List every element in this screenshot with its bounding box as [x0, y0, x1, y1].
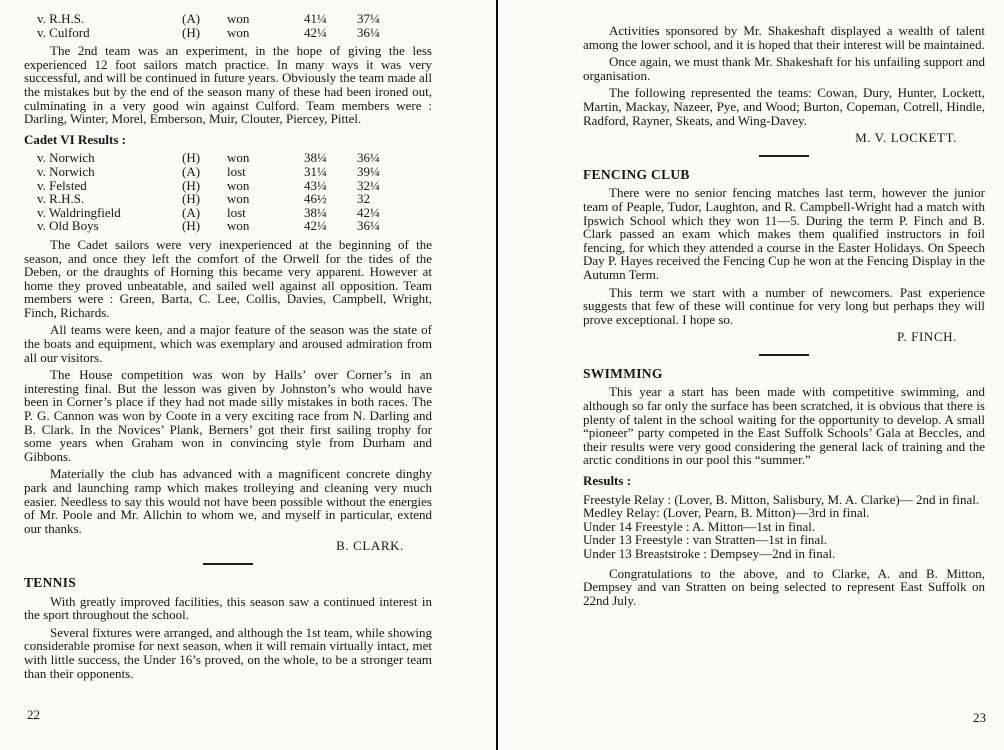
opponent-cell: v. Norwich	[37, 150, 95, 166]
venue-cell: (H)	[182, 24, 201, 40]
opponent-cell: v. R.H.S.	[37, 191, 85, 207]
paragraph: This term we start with a number of newcomers. Past experience suggests that few of these will continue for very long but perhaps they will prove exceptional. I hope so.	[583, 284, 985, 327]
score-for-cell: 38¼	[304, 204, 327, 220]
author-signature: M. V. LOCKETT.	[855, 130, 957, 146]
result-entry: Medley Relay: (Lover, Pearn, B. Mitton)—3rd in final.	[583, 505, 870, 521]
venue-cell: (H)	[182, 150, 201, 166]
opponent-cell: v. Old Boys	[37, 218, 99, 234]
venue-cell: (A)	[182, 11, 201, 26]
paragraph: The 2nd team was an experiment, in the hope of giving the less experienced 12 foot sailors match practice. In many ways it was very successful, and will be continued in future years. Obviously the team made all the mistakes but by the end of the season many of these had been ironed out, culminating in a very good win against Culford. Team members were : Darling, Winter, Morel, Emberson, Muir, Clouter, Piercey, Pittel.	[24, 43, 432, 127]
outcome-cell: lost	[227, 163, 246, 179]
table-row	[24, 26, 432, 40]
outcome-cell: lost	[227, 204, 246, 220]
paragraph: Congratulations to the above, and to Clarke, A. and B. Mitton, Dempsey and van Stratten on being selected to represent East Suffolk on 22nd July.	[583, 565, 985, 608]
tennis-section-heading: TENNIS	[24, 574, 77, 590]
score-for-cell: 43¼	[304, 177, 327, 193]
score-against-cell: 42¼	[357, 204, 380, 220]
page-gutter-divider	[496, 0, 498, 750]
score-against-cell: 39¼	[357, 163, 380, 179]
result-entry: Under 14 Freestyle : A. Mitton—1st in final.	[583, 518, 816, 534]
score-against-cell: 32	[357, 191, 370, 207]
outcome-cell: won	[227, 11, 250, 26]
paragraph: Materially the club has advanced with a magnificent concrete dinghy park and launching ramp which makes trolleying and cleaning very much easier. Needless to say this would not have been possible without the energies of Mr. Poole and Mr. Allchin to whom we, and myself in particular, extend our thanks.	[24, 466, 432, 536]
paragraph: Several fixtures were arranged, and although the 1st team, while showing considerable promise for next season, when it will remain virtually intact, met with little success, the Under 16’s proved, on the whole, to be a stronger team than their opponents.	[24, 624, 432, 681]
scanned-page-right	[583, 24, 985, 611]
score-for-cell: 42¼	[304, 218, 327, 234]
opponent-cell: v. Felsted	[37, 177, 87, 193]
result-entry: Freestyle Relay : (Lover, B. Mitton, Salisbury, M. A. Clarke)— 2nd in final.	[583, 491, 980, 507]
score-for-cell: 31¼	[304, 163, 327, 179]
section-divider	[203, 563, 253, 565]
paragraph: Once again, we must thank Mr. Shakeshaft for his unfailing support and organisation.	[583, 54, 985, 83]
table-row	[24, 12, 432, 26]
score-against-cell: 37¼	[357, 11, 380, 26]
score-against-cell: 32¼	[357, 177, 380, 193]
result-entry: Under 13 Freestyle : van Stratten—1st in final.	[583, 532, 828, 548]
cadet-vi-results-table	[24, 151, 432, 233]
section-divider	[759, 155, 809, 157]
scanned-page-left	[24, 12, 432, 684]
author-signature: P. FINCH.	[897, 329, 957, 345]
score-for-cell: 41¼	[304, 11, 327, 26]
table-row	[24, 165, 432, 179]
opponent-cell: v. R.H.S.	[37, 11, 85, 26]
opponent-cell: v. Culford	[37, 24, 90, 40]
result-entry: Under 13 Breaststroke : Dempsey—2nd in final.	[583, 546, 836, 561]
cadet-results-heading: Cadet VI Results :	[24, 131, 126, 147]
outcome-cell: won	[227, 150, 250, 166]
opponent-cell: v. Norwich	[37, 163, 95, 179]
author-signature: B. CLARK.	[336, 538, 404, 554]
outcome-cell: won	[227, 177, 250, 193]
score-against-cell: 36¼	[357, 218, 380, 234]
paragraph: With greatly improved facilities, this season saw a continued interest in the sport throughout the school.	[24, 593, 432, 623]
table-row	[24, 206, 432, 220]
page-number-left: 22	[27, 707, 40, 722]
opponent-cell: v. Waldringfield	[37, 204, 121, 220]
outcome-cell: won	[227, 218, 250, 234]
outcome-cell: won	[227, 191, 250, 207]
paragraph: The Cadet sailors were very inexperienced at the beginning of the season, and once they left the comfort of the Orwell for the tides of the Deben, or the draughts of Horning this became very apparent. However at home they proved unbeatable, and sailed well against all opposition. Team members were : Green, Barta, C. Lee, Collis, Davies, Campbell, Wright, Finch, Richards.	[24, 236, 432, 320]
outcome-cell: won	[227, 24, 250, 40]
second-team-results-table	[24, 12, 432, 39]
score-against-cell: 36¼	[357, 24, 380, 40]
venue-cell: (A)	[182, 204, 201, 220]
paragraph: The House competition was won by Halls’ over Corner’s in an interesting final. But the lesson was given by Johnston’s who would have been in Corner’s place if they had not made silly mistakes in both races. The P. G. Cannon was won by Coote in a very exciting race from N. Darling and B. Clark. In the Novices’ Plank, Berners’ got their first sailing trophy for some years when Graham won in convincing style from Durham and Gibbons.	[24, 367, 432, 464]
paragraph: There were no senior fencing matches last term, however the junior team of Peaple, Tudor, Laughton, and R. Campbell-Wright had a match with Ipswich School which they won 11—5. During the term P. Finch and B. Clark passed an exam which makes them qualified instructors in foil fencing, for which they attended a course in the Easter Holidays. On Speech Day P. Hayes received the Fencing Cup he won at the Fencing Display in the Autumn Term.	[583, 185, 985, 282]
score-against-cell: 36¼	[357, 150, 380, 166]
score-for-cell: 42¼	[304, 24, 327, 40]
paragraph: All teams were keen, and a major feature of the season was the state of the boats and equipment, which was exemplary and aroused admiration from all our visitors.	[24, 322, 432, 365]
paragraph: The following represented the teams: Cowan, Dury, Hunter, Lockett, Martin, Mackay, Nazeer, Pye, and Wood; Burton, Copeman, Cotrell, Hindle, Radford, Rayner, Skeats, and Wing-Davey.	[583, 85, 985, 128]
table-row	[24, 151, 432, 165]
score-for-cell: 46½	[304, 191, 327, 207]
paragraph: Activities sponsored by Mr. Shakeshaft displayed a wealth of talent among the lower school, and it is hoped that their interest will be maintained.	[583, 23, 985, 52]
table-row	[24, 179, 432, 193]
swimming-section-heading: SWIMMING	[583, 365, 663, 381]
venue-cell: (H)	[182, 191, 201, 207]
fencing-club-heading: FENCING CLUB	[583, 166, 690, 182]
venue-cell: (H)	[182, 177, 201, 193]
section-divider	[759, 354, 809, 356]
score-for-cell: 38¼	[304, 150, 327, 166]
results-heading: Results :	[583, 473, 632, 489]
paragraph: This year a start has been made with competitive swimming, and although so far only the surface has been scratched, it is obvious that there is plenty of talent in the school waiting for the opportunity to develop. A small “pioneer” party competed in the East Suffolk Schools’ Gala at Beccles, and their results were very good considering the general lack of training and the arctic conditions in our pool this “summer.”	[583, 384, 985, 468]
table-row	[24, 192, 432, 206]
venue-cell: (H)	[182, 218, 201, 234]
venue-cell: (A)	[182, 163, 201, 179]
table-row	[24, 219, 432, 233]
page-number-right: 23	[973, 710, 986, 725]
